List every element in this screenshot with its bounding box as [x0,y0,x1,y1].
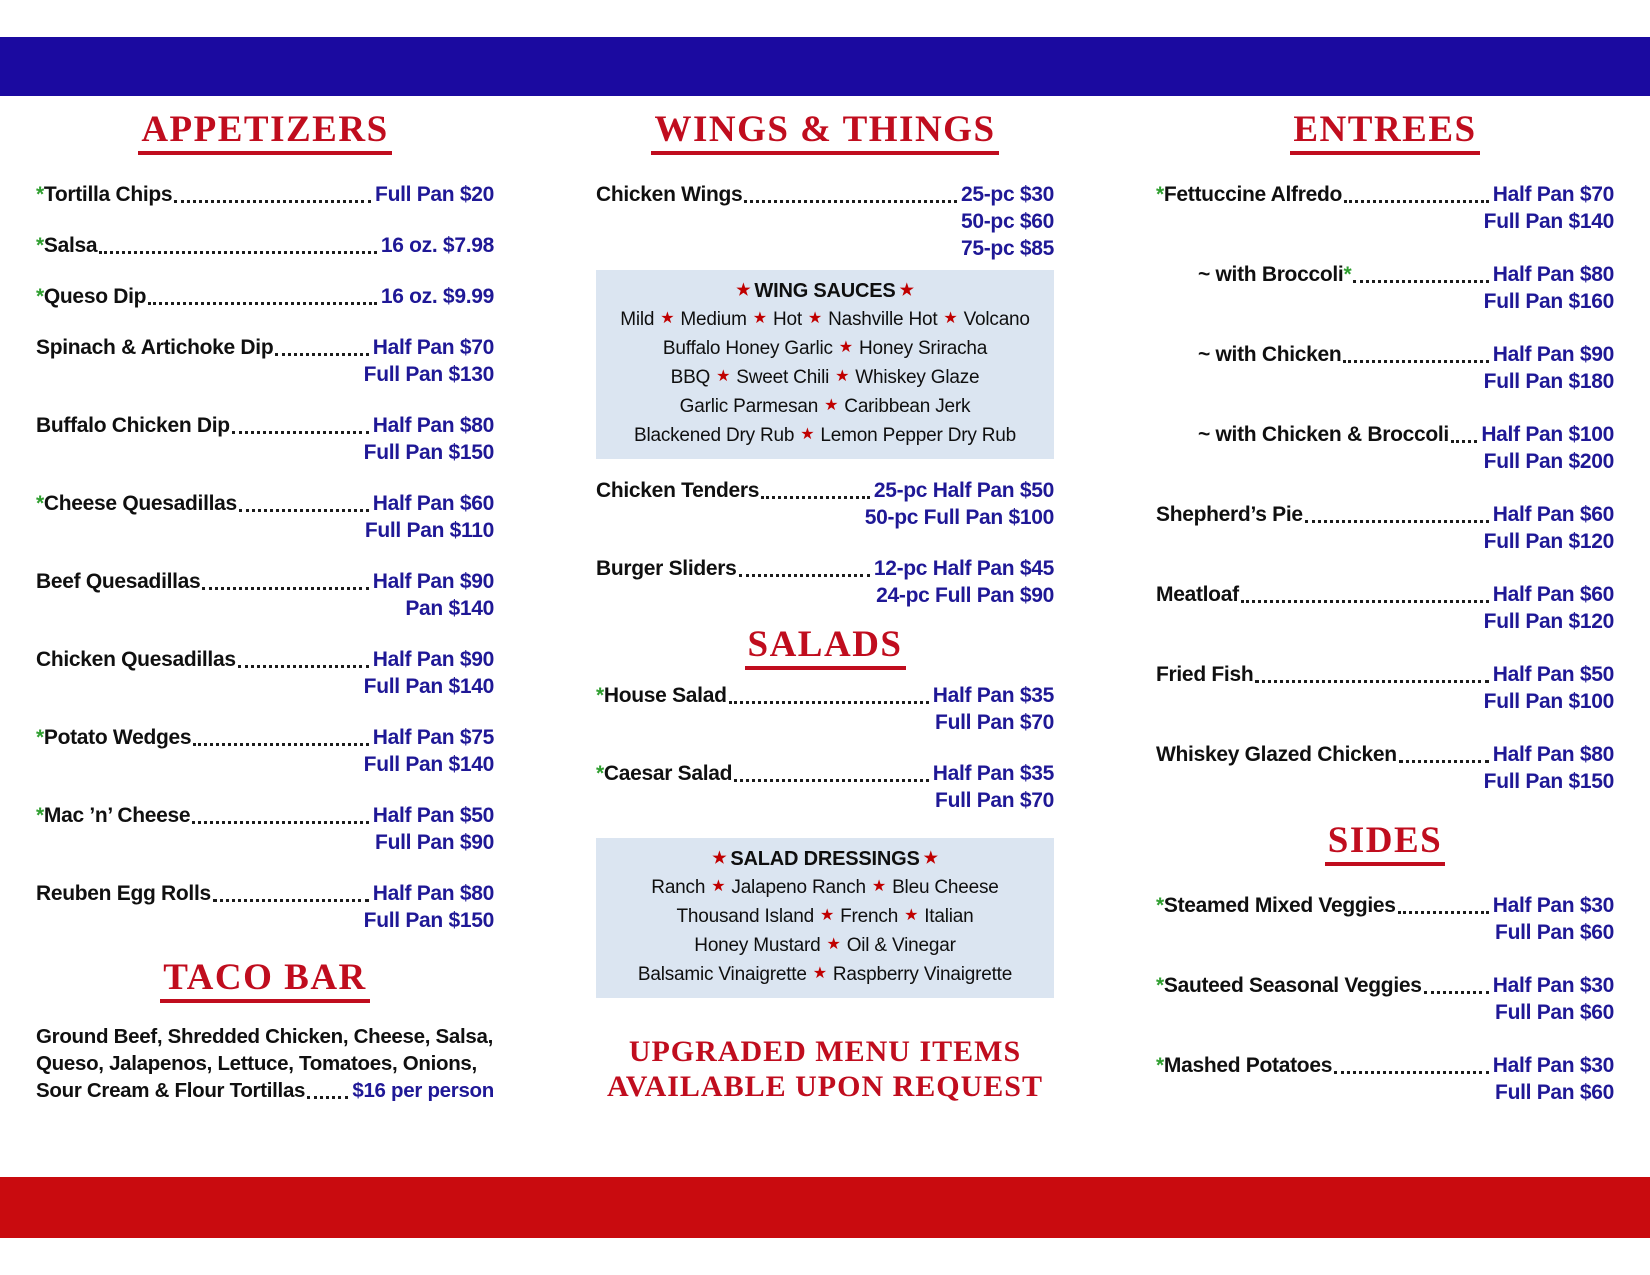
asterisk-marker: * [1156,1053,1164,1077]
top-banner-bar [0,37,1650,96]
item-name: Cheese Quesadillas [43,491,237,515]
dressing-name: Honey Mustard [694,934,821,956]
dotted-leader [192,821,368,824]
item-price: Half Pan $75 [372,725,494,749]
menu-item-sauteed-seasonal-veggies [1156,972,1614,1026]
section-title-taco-bar [36,958,494,1003]
entrees-heading: ENTREES [1290,110,1479,155]
section-title-salads [596,625,1054,670]
dressing-line [600,931,1050,960]
item-price: Half Pan $80 [1492,742,1614,766]
star-icon: ★ [712,849,727,867]
item-price-2: 50-pc Full Pan $100 [864,505,1054,529]
menu-item-chicken-quesadillas [36,646,494,700]
item-price: Half Pan $80 [372,881,494,905]
item-price: Half Pan $90 [372,647,494,671]
item-name: Fettuccine Alfredo [1163,182,1343,206]
item-name: Fried Fish [1156,662,1254,686]
item-price: Half Pan $50 [372,803,494,827]
dotted-leader [1451,440,1477,443]
sauce-name: ★ Whiskey Glaze [829,367,979,388]
dressing-name: ★ Jalapeno Ranch [705,877,866,898]
dotted-leader [232,431,369,434]
item-price: Half Pan $30 [1492,973,1614,997]
item-name: Buffalo Chicken Dip [36,413,230,437]
item-name: Caesar Salad [603,761,733,785]
item-price: Half Pan $60 [372,491,494,515]
item-price-2: Full Pan $120 [1483,529,1614,553]
dressing-line [600,960,1050,989]
asterisk-marker: * [36,803,44,827]
item-price: Half Pan $70 [1492,182,1614,206]
dressing-line [600,873,1050,902]
menu-item-spinach-artichoke-dip [36,334,494,388]
menu-item-tortilla-chips [36,181,494,208]
dotted-leader [761,496,870,499]
star-icon: ★ [899,281,914,299]
note-line-1: UPGRADED MENU ITEMS [628,1034,1022,1068]
item-price: Half Pan $100 [1481,422,1614,446]
sauce-name: ★ Hot [747,309,802,330]
section-title-wings [596,110,1054,155]
dotted-leader [1353,280,1488,283]
item-price-2: Full Pan $140 [363,752,494,776]
item-price: 25-pc Half Pan $50 [873,478,1054,502]
item-price: Half Pan $90 [372,569,494,593]
menu-item-salsa [36,232,494,259]
section-title-entrees [1156,110,1614,155]
sauce-line [600,421,1050,450]
menu-item-mashed-potatoes [1156,1052,1614,1106]
dotted-leader [202,587,368,590]
dotted-leader [729,701,929,704]
item-name: Queso Dip [43,284,147,308]
appetizers-column [36,96,494,1238]
sauce-name: ★ Nashville Hot [802,309,938,330]
item-name: ~ with Broccoli [1198,262,1344,286]
dotted-leader [238,665,369,668]
dotted-leader [148,302,377,305]
sauce-name: Mild [620,308,655,330]
menu-content [0,96,1650,1238]
menu-item-chicken-tenders [596,477,1054,531]
dotted-leader [734,779,929,782]
item-name: Chicken Tenders [596,478,760,502]
item-name: ~ with Chicken [1198,342,1342,366]
sauce-name: ★ Caribbean Jerk [818,396,970,417]
item-price-2: 50-pc $60 [960,209,1054,233]
dotted-leader [99,251,377,254]
entrees-column [1156,96,1614,1238]
asterisk-marker: * [36,233,44,257]
item-price: Half Pan $60 [1492,502,1614,526]
item-name: Whiskey Glazed Chicken [1156,742,1397,766]
sauce-name: Garlic Parmesan [679,395,819,417]
item-price-2: Full Pan $70 [935,710,1054,734]
sauce-name: Buffalo Honey Garlic [662,337,833,359]
note-line-2: AVAILABLE UPON REQUEST [606,1070,1043,1104]
menu-item-meatloaf [1156,581,1614,635]
item-price: Half Pan $70 [372,335,494,359]
item-price-2: 24-pc Full Pan $90 [876,583,1054,607]
taco-bar-line-1: Ground Beef, Shredded Chicken, Cheese, Salsa, [36,1024,493,1048]
asterisk-marker: * [596,683,604,707]
item-name: Shepherd’s Pie [1156,502,1303,526]
item-name: Chicken Quesadillas [36,647,236,671]
dotted-leader [1399,760,1489,763]
dressing-name: ★ Bleu Cheese [866,877,999,898]
item-name: Tortilla Chips [43,182,173,206]
dotted-leader [1344,200,1489,203]
item-name: Potato Wedges [43,725,192,749]
item-name: Steamed Mixed Veggies [1163,893,1396,917]
sauce-line [600,392,1050,421]
dotted-leader [1241,600,1489,603]
star-icon: ★ [923,849,938,867]
sauce-name: ★ Lemon Pepper Dry Rub [794,425,1016,446]
menu-item-buffalo-chicken-dip [36,412,494,466]
salads-heading: SALADS [745,625,906,670]
menu-item-beef-quesadillas [36,568,494,622]
sauce-name: ★ Volcano [937,309,1029,330]
item-name: Beef Quesadillas [36,569,201,593]
menu-item-mac-n-cheese [36,802,494,856]
sauce-line [600,334,1050,363]
upgraded-items-note [596,1034,1054,1105]
menu-item-chicken-wings [596,181,1054,262]
dotted-leader [1255,680,1488,683]
dotted-leader [275,353,368,356]
item-price: Half Pan $80 [372,413,494,437]
dressing-name: ★ Italian [898,906,973,927]
dotted-leader [1305,520,1489,523]
wing-sauces-title: ★ WING SAUCES ★ [600,277,1050,305]
dressing-name: Balsamic Vinaigrette [637,963,807,985]
asterisk-marker: * [1156,893,1164,917]
item-price-2: Full Pan $120 [1483,609,1614,633]
item-name: House Salad [603,683,727,707]
menu-item-reuben-egg-rolls [36,880,494,934]
dotted-leader [239,509,369,512]
item-name: Meatloaf [1156,582,1239,606]
item-price-2: Full Pan $90 [375,830,494,854]
dotted-leader [1398,911,1489,914]
item-price: 25-pc $30 [960,182,1054,206]
item-price: 16 oz. $9.99 [380,284,494,308]
menu-item-steamed-mixed-veggies [1156,892,1614,946]
item-name: Mashed Potatoes [1163,1053,1333,1077]
taco-bar-line-3: Sour Cream & Flour Tortillas [36,1078,306,1102]
item-price: Half Pan $90 [1492,342,1614,366]
asterisk-marker: * [36,284,44,308]
dotted-leader [1343,360,1488,363]
asterisk-marker: * [36,725,44,749]
dressing-name: ★ French [814,906,898,927]
sauce-line [600,363,1050,392]
sauce-name: ★ Medium [654,309,747,330]
menu-item-cheese-quesadillas [36,490,494,544]
asterisk-marker: * [36,491,44,515]
section-title-appetizers [36,110,494,155]
item-price: Half Pan $35 [932,761,1054,785]
dressing-name: Thousand Island [676,905,814,927]
item-price-2: Full Pan $60 [1495,1000,1614,1024]
menu-item-burger-sliders [596,555,1054,609]
item-price: 12-pc Half Pan $45 [873,556,1054,580]
taco-bar-price: $16 per person [352,1078,494,1102]
item-price: Half Pan $50 [1492,662,1614,686]
menu-item-with-broccoli [1156,261,1614,315]
dressing-name: Ranch [651,876,706,898]
item-price-2: Pan $140 [405,596,494,620]
item-price: Half Pan $30 [1492,1053,1614,1077]
item-price-2: Full Pan $60 [1495,1080,1614,1104]
item-price: Half Pan $60 [1492,582,1614,606]
sauce-name: BBQ [670,366,711,388]
dressing-name: ★ Oil & Vinegar [821,935,956,956]
taco-bar-heading: TACO BAR [160,958,370,1003]
dotted-leader [1424,991,1489,994]
asterisk-marker: * [596,761,604,785]
menu-item-with-chicken-broccoli [1156,421,1614,475]
taco-bar-description [36,1023,494,1104]
item-price-2: Full Pan $150 [363,440,494,464]
menu-item-queso-dip [36,283,494,310]
item-name: Spinach & Artichoke Dip [36,335,274,359]
section-title-sides [1156,821,1614,866]
item-price-2: Full Pan $140 [1483,209,1614,233]
item-price-2: Full Pan $160 [1483,289,1614,313]
asterisk-marker: * [1156,973,1164,997]
taco-bar-line-2: Queso, Jalapenos, Lettuce, Tomatoes, Onions, [36,1051,477,1075]
menu-item-potato-wedges [36,724,494,778]
asterisk-marker: * [36,182,44,206]
item-price-2: Full Pan $150 [1483,769,1614,793]
dotted-leader [213,899,369,902]
appetizers-heading: APPETIZERS [138,110,391,155]
dotted-leader [174,200,371,203]
item-price: Full Pan $20 [375,182,494,206]
star-icon: ★ [736,281,751,299]
asterisk-marker: * [1343,262,1352,286]
menu-item-shepherds-pie [1156,501,1614,555]
item-name: Mac ’n’ Cheese [43,803,191,827]
item-price-3: 75-pc $85 [960,236,1054,260]
item-price: Half Pan $30 [1492,893,1614,917]
item-price-2: Full Pan $100 [1483,689,1614,713]
dotted-leader [307,1096,348,1099]
item-price-2: Full Pan $150 [363,908,494,932]
dotted-leader [744,200,957,203]
dotted-leader [739,574,870,577]
menu-item-fettuccine-alfredo [1156,181,1614,235]
menu-item-fried-fish [1156,661,1614,715]
menu-item-house-salad [596,682,1054,736]
dressing-name: ★ Raspberry Vinaigrette [807,964,1012,985]
item-name: Burger Sliders [596,556,737,580]
item-name: Reuben Egg Rolls [36,881,211,905]
salad-dressings-box [596,838,1054,998]
item-price-2: Full Pan $60 [1495,920,1614,944]
item-name: Salsa [43,233,98,257]
item-price-2: Full Pan $70 [935,788,1054,812]
item-price: Half Pan $35 [932,683,1054,707]
dotted-leader [193,743,368,746]
wings-heading: WINGS & THINGS [651,110,998,155]
item-price: 16 oz. $7.98 [380,233,494,257]
item-name: ~ with Chicken & Broccoli [1198,422,1449,446]
menu-item-whiskey-glazed-chicken [1156,741,1614,795]
item-price-2: Full Pan $130 [363,362,494,386]
item-name: Sauteed Seasonal Veggies [1163,973,1422,997]
sides-heading: SIDES [1325,821,1445,866]
sauce-line [600,305,1050,334]
item-price-2: Full Pan $200 [1483,449,1614,473]
item-price-2: Full Pan $180 [1483,369,1614,393]
sauce-name: ★ Sweet Chili [710,367,829,388]
asterisk-marker: * [1156,182,1164,206]
sauce-name: Blackened Dry Rub [633,424,795,446]
dressing-line [600,902,1050,931]
item-name: Chicken Wings [596,182,743,206]
item-price: Half Pan $80 [1492,262,1614,286]
wings-column [596,96,1054,1238]
salad-dressings-title: ★ SALAD DRESSINGS ★ [600,845,1050,873]
wing-sauces-box [596,270,1054,459]
item-price-2: Full Pan $140 [363,674,494,698]
sauce-name: ★ Honey Sriracha [833,338,987,359]
menu-item-caesar-salad [596,760,1054,814]
dotted-leader [1334,1071,1489,1074]
item-price-2: Full Pan $110 [364,518,494,542]
menu-item-with-chicken [1156,341,1614,395]
